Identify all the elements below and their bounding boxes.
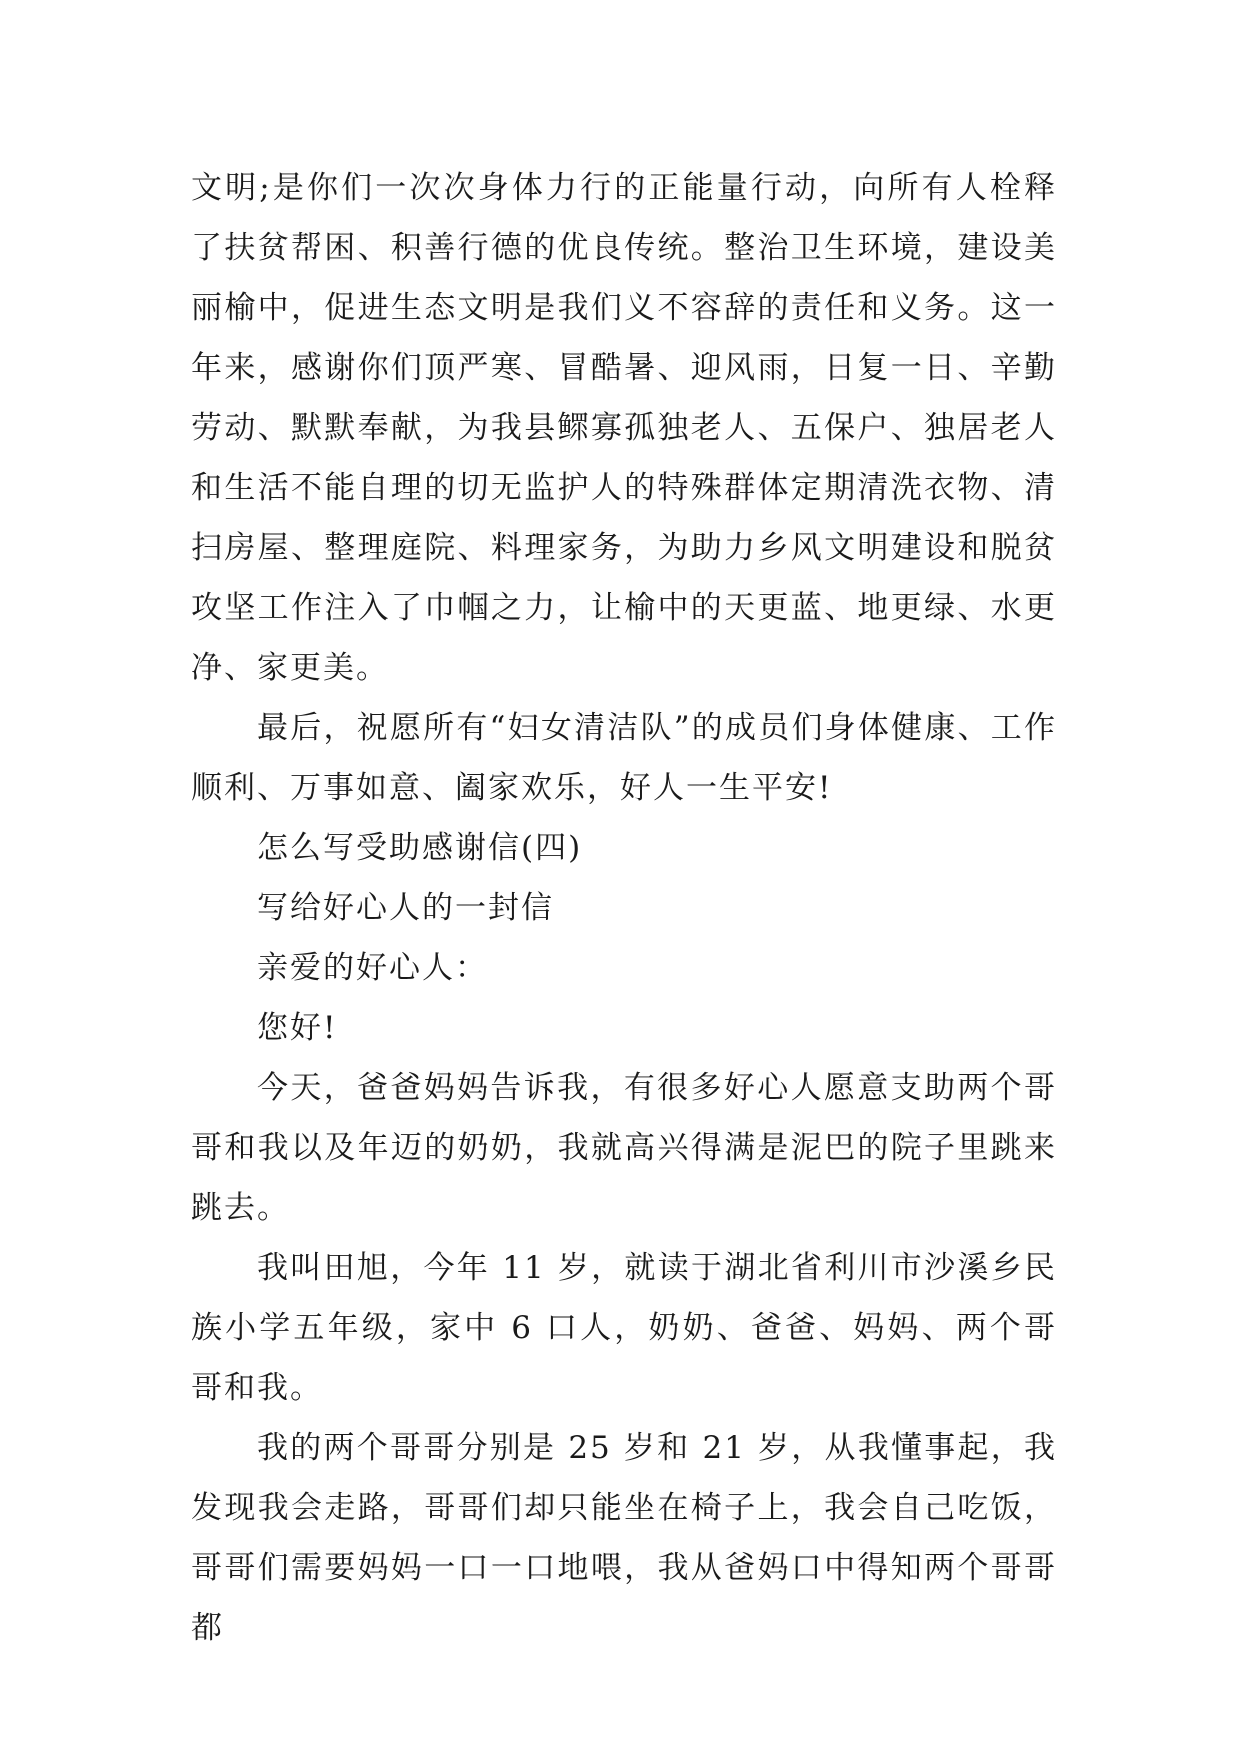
document-body (191, 158, 1057, 1658)
letter-title: 写给好心人的一封信 (257, 890, 554, 926)
paragraph-closing-wishes: 最后，祝愿所有“妇女清洁队”的成员们身体健康、工作顺利、万事如意、阖家欢乐，好人一生平安! (191, 710, 1057, 806)
paragraph-today: 今天，爸爸妈妈告诉我，有很多好心人愿意支助两个哥哥和我以及年迈的奶奶，我就高兴得满是泥巴的院子里跳来跳去。 (191, 1070, 1057, 1226)
paragraph-continuation: 文明;是你们一次次身体力行的正能量行动，向所有人栓释了扶贫帮困、积善行德的优良传统。整治卫生环境，建设美丽榆中，促进生态文明是我们义不容辞的责任和义务。这一年来，感谢你们顶严寒、冒酷暑、迎风雨，日复一日、辛勤劳动、默默奉献，为我县鳏寡孤独老人、五保户、独居老人和生活不能自理的切无监护人的特殊群体定期清洗衣物、清扫房屋、整理庭院、料理家务，为助力乡风文明建设和脱贫攻坚工作注入了巾帼之力，让榆中的天更蓝、地更绿、水更净、家更美。 (191, 170, 1057, 686)
section-heading: 怎么写受助感谢信(四) (257, 830, 583, 866)
letter-greeting: 您好! (257, 1010, 338, 1046)
paragraph-introduction: 我叫田旭，今年 11 岁，就读于湖北省利川市沙溪乡民族小学五年级，家中 6 口人，奶奶、爸爸、妈妈、两个哥哥和我。 (191, 1250, 1057, 1406)
paragraph-brothers: 我的两个哥哥分别是 25 岁和 21 岁，从我懂事起，我发现我会走路，哥哥们却只能坐在椅子上，我会自己吃饭，哥哥们需要妈妈一口一口地喂，我从爸妈口中得知两个哥哥都 (191, 1430, 1057, 1646)
letter-salutation: 亲爱的好心人： (257, 950, 488, 986)
